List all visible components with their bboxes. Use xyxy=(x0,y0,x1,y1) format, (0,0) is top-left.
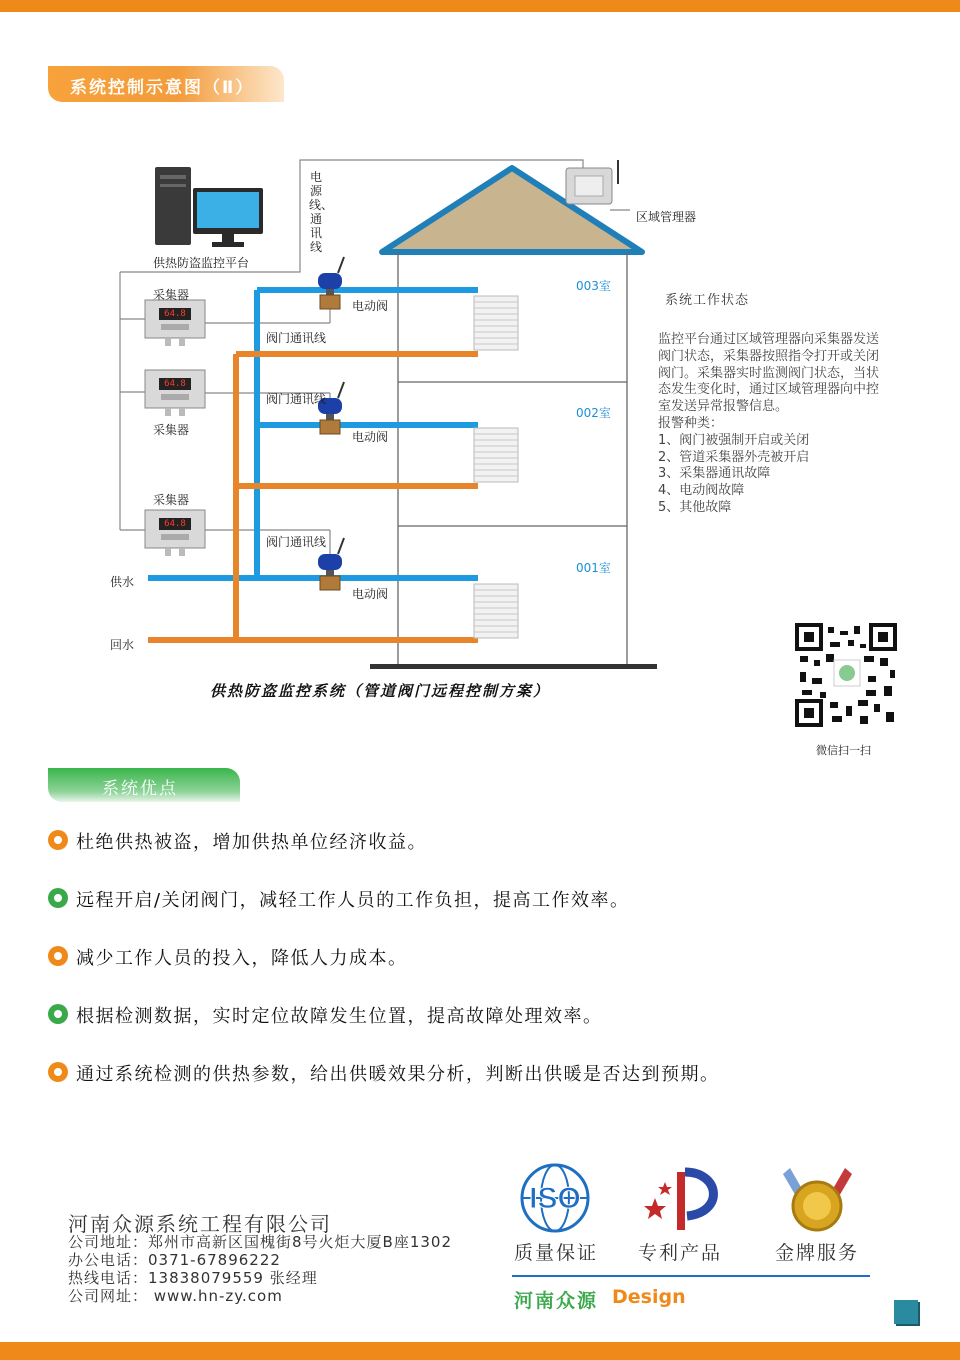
corner-square-icon xyxy=(894,1300,918,1324)
room-label: 002室 xyxy=(576,406,611,420)
status-line: 4、电动阀故障 xyxy=(658,483,745,499)
bottom-accent-bar xyxy=(0,1342,960,1360)
status-line: 室发送异常报警信息。 xyxy=(658,399,789,415)
bullet-icon xyxy=(48,946,68,966)
power-line-label: 电源线、通讯线 xyxy=(309,170,334,254)
return-label: 回水 xyxy=(110,638,135,652)
advantage-item xyxy=(48,825,868,855)
platform-label: 供热防盗监控平台 xyxy=(153,256,250,270)
qr-label: 微信扫一扫 xyxy=(816,744,871,757)
section-title-text: 系统控制示意图（Ⅱ） xyxy=(70,78,255,98)
badge-service: 金牌服务 xyxy=(775,1242,860,1264)
advantage-item xyxy=(48,999,868,1029)
website: 公司网址： www.hn-zy.com xyxy=(68,1287,283,1305)
qr-code xyxy=(795,623,897,727)
status-line: 5、其他故障 xyxy=(658,499,732,515)
computer-icon xyxy=(155,167,263,247)
footer-divider xyxy=(512,1275,870,1277)
advantage-text: 通过系统检测的供热参数，给出供暖效果分析，判断出供暖是否达到预期。 xyxy=(76,1064,720,1085)
patent-icon xyxy=(644,1172,713,1230)
room-label: 003室 xyxy=(576,279,611,293)
valve-label: 电动阀 xyxy=(352,299,389,313)
gold-medal-icon xyxy=(783,1168,852,1230)
status-line: 1、阀门被强制开启或关闭 xyxy=(658,432,810,448)
region-manager-icon xyxy=(566,160,618,204)
valve-label: 电动阀 xyxy=(352,430,389,444)
office-phone: 办公电话：0371-67896222 xyxy=(68,1251,281,1269)
ground-line xyxy=(370,664,657,669)
company-name: 河南众源系统工程有限公司 xyxy=(68,1212,332,1236)
section-title-advantages xyxy=(48,768,240,802)
status-line: 3、采集器通讯故障 xyxy=(658,466,771,482)
hotline: 热线电话：13838079559 张经理 xyxy=(68,1269,318,1287)
badge-quality: 质量保证 xyxy=(514,1242,599,1264)
supply-label: 供水 xyxy=(110,575,135,589)
company-address: 公司地址：郑州市高新区国槐街8号火炬大厦B座1302 xyxy=(68,1233,453,1251)
advantage-text: 远程开启/关闭阀门，减轻工作人员的工作负担，提高工作效率。 xyxy=(76,890,630,911)
bullet-icon xyxy=(48,888,68,908)
status-line: 阀门。采集器实时监测阀门状态，当状 xyxy=(658,365,880,381)
status-line: 监控平台通过区域管理器向采集器发送 xyxy=(658,332,880,347)
status-description xyxy=(658,332,926,517)
advantage-text: 杜绝供热被盗，增加供热单位经济收益。 xyxy=(76,832,427,853)
iso-text: ISO xyxy=(529,1182,581,1215)
collector-display: 64.8 xyxy=(164,379,186,389)
brand-en: Design xyxy=(612,1286,686,1308)
status-line: 阀门状态，采集器按照指令打开或关闭 xyxy=(658,348,880,364)
bullet-icon xyxy=(48,1062,68,1082)
advantage-text: 根据检测数据，实时定位故障发生位置，提高故障处理效率。 xyxy=(76,1006,603,1027)
valve-comm-label: 阀门通讯线 xyxy=(266,392,327,406)
collector-display: 64.8 xyxy=(164,519,186,529)
bullet-icon xyxy=(48,1004,68,1024)
collector-label: 采集器 xyxy=(153,288,190,302)
advantage-text: 减少工作人员的投入，降低人力成本。 xyxy=(76,948,408,969)
status-line: 态发生变化时，通过区域管理器向中控 xyxy=(658,382,880,398)
brand-cn: 河南众源 xyxy=(514,1290,599,1312)
region-manager-label: 区域管理器 xyxy=(636,210,697,224)
badge-patent: 专利产品 xyxy=(638,1242,723,1264)
diagram-caption: 供热防盗监控系统（管道阀门远程控制方案） xyxy=(210,682,551,700)
valve-label: 电动阀 xyxy=(352,587,389,601)
advantage-item xyxy=(48,941,868,971)
valve-comm-label: 阀门通讯线 xyxy=(266,331,327,345)
iso-icon xyxy=(522,1165,588,1231)
radiators xyxy=(474,296,518,638)
bullet-icon xyxy=(48,830,68,850)
collector-label: 采集器 xyxy=(153,423,190,437)
valve-comm-label: 阀门通讯线 xyxy=(266,535,327,549)
advantage-item xyxy=(48,1057,868,1087)
status-line: 2、管道采集器外壳被开启 xyxy=(658,449,810,465)
collector-label: 采集器 xyxy=(153,493,190,507)
status-line: 报警种类： xyxy=(658,415,724,431)
status-title: 系统工作状态 xyxy=(665,293,750,308)
advantage-item xyxy=(48,883,868,913)
room-label: 001室 xyxy=(576,561,611,575)
section-title-text: 系统优点 xyxy=(102,779,178,799)
collector-display: 64.8 xyxy=(164,309,186,319)
